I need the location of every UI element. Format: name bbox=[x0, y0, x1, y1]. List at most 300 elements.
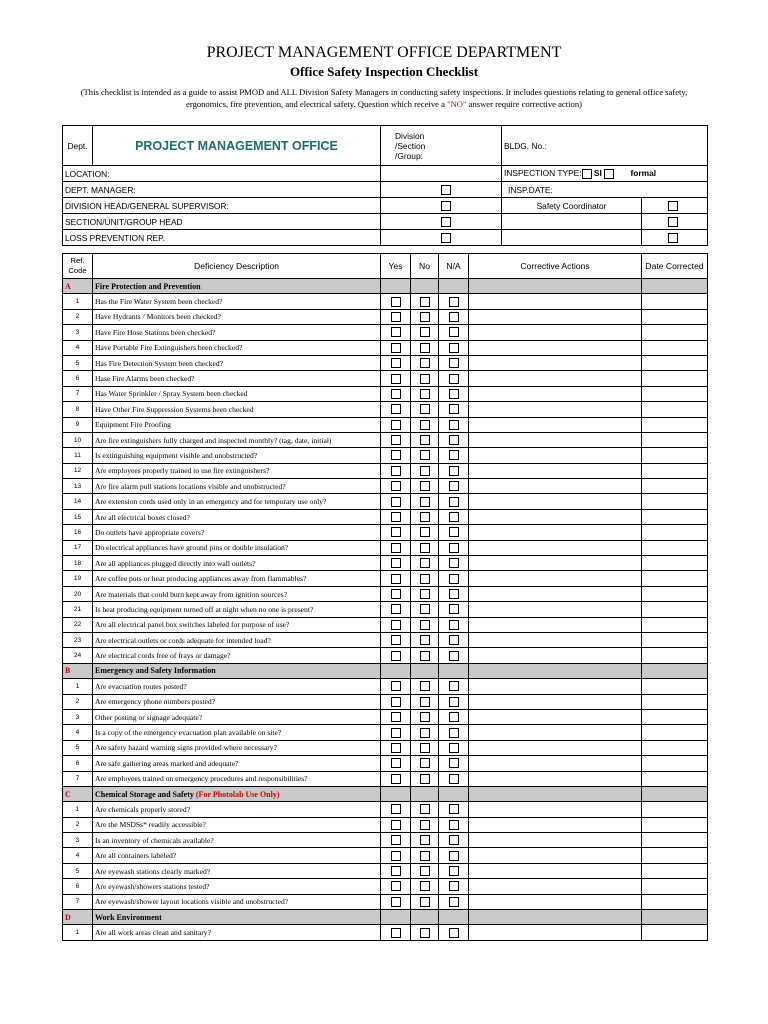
section-title: Chemical Storage and Safety bbox=[95, 789, 194, 799]
yes-checkbox[interactable] bbox=[391, 404, 401, 414]
col-ref-code: Ref. Code bbox=[63, 254, 93, 279]
deficiency-description: Is a copy of the emergency evacuation plan available on site? bbox=[93, 725, 381, 740]
ref-code: 8 bbox=[63, 402, 93, 417]
no-checkbox[interactable] bbox=[420, 697, 430, 707]
ref-code: 5 bbox=[63, 863, 93, 878]
ref-code: 18 bbox=[63, 556, 93, 571]
checklist-row bbox=[63, 571, 708, 586]
no-checkbox[interactable] bbox=[420, 589, 430, 599]
dept-manager-checkbox[interactable] bbox=[441, 185, 451, 195]
corrective-actions-cell[interactable] bbox=[469, 402, 642, 417]
date-corrected-cell[interactable] bbox=[642, 817, 708, 832]
ref-code: 19 bbox=[63, 571, 93, 586]
deficiency-description: Are employees trained on emergency procedures and responsibilities? bbox=[93, 771, 381, 786]
deficiency-description: Have Portable Fire Extinguishers been checked? bbox=[93, 340, 381, 355]
date-corrected-cell[interactable] bbox=[642, 309, 708, 324]
no-checkbox[interactable] bbox=[420, 512, 430, 522]
col-date-corrected: Date Corrected bbox=[642, 254, 708, 279]
location-field[interactable]: LOCATION: bbox=[63, 166, 381, 182]
deficiency-description: Are eyewash stations clearly marked? bbox=[93, 863, 381, 878]
date-corrected-cell[interactable] bbox=[642, 509, 708, 524]
date-corrected-cell[interactable] bbox=[642, 355, 708, 370]
ref-code: 20 bbox=[63, 586, 93, 601]
checklist-row bbox=[63, 340, 708, 355]
checklist-row bbox=[63, 355, 708, 370]
ref-code: 4 bbox=[63, 725, 93, 740]
corrective-actions-cell[interactable] bbox=[469, 294, 642, 309]
corrective-actions-cell[interactable] bbox=[469, 879, 642, 894]
division-head-field[interactable]: DIVISION HEAD/GENERAL SUPERVISOR: bbox=[63, 198, 381, 214]
yes-checkbox[interactable] bbox=[391, 543, 401, 553]
checklist-row bbox=[63, 479, 708, 494]
yes-checkbox[interactable] bbox=[391, 635, 401, 645]
date-corrected-cell[interactable] bbox=[642, 756, 708, 771]
na-checkbox[interactable] bbox=[449, 343, 459, 353]
corrective-actions-cell[interactable] bbox=[469, 848, 642, 863]
na-checkbox[interactable] bbox=[449, 527, 459, 537]
division-head-checkbox[interactable] bbox=[441, 201, 451, 211]
col-description: Deficiency Description bbox=[93, 254, 381, 279]
deficiency-description: Are electrical cords free of frays or damage? bbox=[93, 648, 381, 663]
na-checkbox[interactable] bbox=[449, 743, 459, 753]
date-corrected-cell[interactable] bbox=[642, 586, 708, 601]
section-head-right-checkbox[interactable] bbox=[668, 217, 678, 227]
yes-checkbox[interactable] bbox=[391, 712, 401, 722]
na-checkbox[interactable] bbox=[449, 497, 459, 507]
yes-checkbox[interactable] bbox=[391, 466, 401, 476]
yes-checkbox[interactable] bbox=[391, 389, 401, 399]
date-corrected-cell[interactable] bbox=[642, 386, 708, 401]
corrective-actions-cell[interactable] bbox=[469, 494, 642, 509]
yes-checkbox[interactable] bbox=[391, 651, 401, 661]
no-checkbox[interactable] bbox=[420, 712, 430, 722]
intro-note bbox=[60, 86, 708, 110]
date-corrected-cell[interactable] bbox=[642, 863, 708, 878]
ref-code: 7 bbox=[63, 386, 93, 401]
no-checkbox[interactable] bbox=[420, 651, 430, 661]
ref-code: 1 bbox=[63, 294, 93, 309]
yes-checkbox[interactable] bbox=[391, 358, 401, 368]
na-checkbox[interactable] bbox=[449, 897, 459, 907]
na-checkbox[interactable] bbox=[449, 774, 459, 784]
section-header-row bbox=[63, 786, 708, 801]
yes-checkbox[interactable] bbox=[391, 681, 401, 691]
corrective-actions-cell[interactable] bbox=[469, 632, 642, 647]
deficiency-description: Have Other Fire Suppression Systems been checked bbox=[93, 402, 381, 417]
checklist-row bbox=[63, 448, 708, 463]
na-checkbox[interactable] bbox=[449, 450, 459, 460]
deficiency-description: Is an inventory of chemicals available? bbox=[93, 833, 381, 848]
corrective-actions-cell[interactable] bbox=[469, 894, 642, 909]
corrective-actions-cell[interactable] bbox=[469, 694, 642, 709]
document-title: PROJECT MANAGEMENT OFFICE DEPARTMENT bbox=[206, 44, 562, 61]
bldg-no-field[interactable]: BLDG. No.: bbox=[502, 126, 708, 166]
yes-checkbox[interactable] bbox=[391, 866, 401, 876]
na-checkbox[interactable] bbox=[449, 851, 459, 861]
dept-manager-field[interactable]: DEPT. MANAGER: bbox=[63, 182, 381, 198]
corrective-actions-cell[interactable] bbox=[469, 925, 642, 940]
deficiency-description: Are all electrical boxes closed? bbox=[93, 509, 381, 524]
na-checkbox[interactable] bbox=[449, 728, 459, 738]
na-checkbox[interactable] bbox=[449, 620, 459, 630]
yes-checkbox[interactable] bbox=[391, 897, 401, 907]
na-checkbox[interactable] bbox=[449, 574, 459, 584]
date-corrected-cell[interactable] bbox=[642, 556, 708, 571]
no-checkbox[interactable] bbox=[420, 404, 430, 414]
yes-checkbox[interactable] bbox=[391, 512, 401, 522]
date-corrected-cell[interactable] bbox=[642, 802, 708, 817]
date-corrected-cell[interactable] bbox=[642, 833, 708, 848]
na-checkbox[interactable] bbox=[449, 589, 459, 599]
ref-code: 3 bbox=[63, 325, 93, 340]
na-checkbox[interactable] bbox=[449, 327, 459, 337]
na-checkbox[interactable] bbox=[449, 558, 459, 568]
date-corrected-cell[interactable] bbox=[642, 448, 708, 463]
no-checkbox[interactable] bbox=[420, 543, 430, 553]
na-checkbox[interactable] bbox=[449, 466, 459, 476]
checklist-row bbox=[63, 525, 708, 540]
no-checkbox[interactable] bbox=[420, 681, 430, 691]
corrective-actions-cell[interactable] bbox=[469, 586, 642, 601]
corrective-actions-cell[interactable] bbox=[469, 648, 642, 663]
no-checkbox[interactable] bbox=[420, 435, 430, 445]
na-checkbox[interactable] bbox=[449, 835, 459, 845]
date-corrected-cell[interactable] bbox=[642, 679, 708, 694]
inspection-type-si-checkbox[interactable] bbox=[582, 169, 592, 179]
date-corrected-cell[interactable] bbox=[642, 740, 708, 755]
corrective-actions-cell[interactable] bbox=[469, 509, 642, 524]
col-corrective-actions: Corrective Actions bbox=[469, 254, 642, 279]
corrective-actions-cell[interactable] bbox=[469, 371, 642, 386]
checklist-row bbox=[63, 386, 708, 401]
dept-value[interactable]: PROJECT MANAGEMENT OFFICE bbox=[93, 126, 381, 166]
date-corrected-cell[interactable] bbox=[642, 494, 708, 509]
no-checkbox[interactable] bbox=[420, 881, 430, 891]
date-corrected-cell[interactable] bbox=[642, 925, 708, 940]
checklist-row bbox=[63, 309, 708, 324]
no-checkbox[interactable] bbox=[420, 374, 430, 384]
date-corrected-cell[interactable] bbox=[642, 525, 708, 540]
date-corrected-cell[interactable] bbox=[642, 617, 708, 632]
no-checkbox[interactable] bbox=[420, 327, 430, 337]
na-checkbox[interactable] bbox=[449, 312, 459, 322]
na-checkbox[interactable] bbox=[449, 758, 459, 768]
ref-code: 2 bbox=[63, 817, 93, 832]
date-corrected-cell[interactable] bbox=[642, 725, 708, 740]
corrective-actions-cell[interactable] bbox=[469, 740, 642, 755]
yes-checkbox[interactable] bbox=[391, 804, 401, 814]
date-corrected-cell[interactable] bbox=[642, 417, 708, 432]
na-checkbox[interactable] bbox=[449, 804, 459, 814]
deficiency-description: Do electrical appliances have ground pins or double insulation? bbox=[93, 540, 381, 555]
corrective-actions-cell[interactable] bbox=[469, 556, 642, 571]
section-header-row bbox=[63, 663, 708, 678]
yes-checkbox[interactable] bbox=[391, 774, 401, 784]
corrective-actions-cell[interactable] bbox=[469, 802, 642, 817]
checklist-row bbox=[63, 371, 708, 386]
checklist-row bbox=[63, 740, 708, 755]
no-checkbox[interactable] bbox=[420, 774, 430, 784]
corrective-actions-cell[interactable] bbox=[469, 756, 642, 771]
ref-code: 15 bbox=[63, 509, 93, 524]
yes-checkbox[interactable] bbox=[391, 881, 401, 891]
no-checkbox[interactable] bbox=[420, 851, 430, 861]
corrective-actions-cell[interactable] bbox=[469, 479, 642, 494]
date-corrected-cell[interactable] bbox=[642, 340, 708, 355]
corrective-actions-cell[interactable] bbox=[469, 771, 642, 786]
yes-checkbox[interactable] bbox=[391, 928, 401, 938]
corrective-actions-cell[interactable] bbox=[469, 725, 642, 740]
section-head-field[interactable]: SECTION/UNIT/GROUP HEAD bbox=[63, 214, 381, 230]
section-letter: D bbox=[63, 910, 93, 925]
checklist-row bbox=[63, 694, 708, 709]
corrective-actions-cell[interactable] bbox=[469, 617, 642, 632]
date-corrected-cell[interactable] bbox=[642, 371, 708, 386]
yes-checkbox[interactable] bbox=[391, 558, 401, 568]
section-title: Work Environment bbox=[95, 912, 162, 922]
no-checkbox[interactable] bbox=[420, 743, 430, 753]
na-checkbox[interactable] bbox=[449, 604, 459, 614]
yes-checkbox[interactable] bbox=[391, 604, 401, 614]
yes-checkbox[interactable] bbox=[391, 728, 401, 738]
section-header-row bbox=[63, 279, 708, 294]
corrective-actions-cell[interactable] bbox=[469, 817, 642, 832]
corrective-actions-cell[interactable] bbox=[469, 325, 642, 340]
checklist-row bbox=[63, 925, 708, 940]
yes-checkbox[interactable] bbox=[391, 450, 401, 460]
deficiency-description: Other posting or signage adequate? bbox=[93, 709, 381, 724]
yes-checkbox[interactable] bbox=[391, 835, 401, 845]
yes-checkbox[interactable] bbox=[391, 481, 401, 491]
date-corrected-cell[interactable] bbox=[642, 709, 708, 724]
na-checkbox[interactable] bbox=[449, 866, 459, 876]
ref-code: 12 bbox=[63, 463, 93, 478]
yes-checkbox[interactable] bbox=[391, 620, 401, 630]
na-checkbox[interactable] bbox=[449, 712, 459, 722]
deficiency-description: Has Water Sprinkler / Spray System been checked bbox=[93, 386, 381, 401]
checklist-row bbox=[63, 833, 708, 848]
date-corrected-cell[interactable] bbox=[642, 571, 708, 586]
no-checkbox[interactable] bbox=[420, 866, 430, 876]
ref-code: 21 bbox=[63, 602, 93, 617]
date-corrected-cell[interactable] bbox=[642, 294, 708, 309]
corrective-actions-cell[interactable] bbox=[469, 309, 642, 324]
corrective-actions-cell[interactable] bbox=[469, 340, 642, 355]
no-checkbox[interactable] bbox=[420, 527, 430, 537]
na-checkbox[interactable] bbox=[449, 297, 459, 307]
no-checkbox[interactable] bbox=[420, 358, 430, 368]
deficiency-description: Are safety hazard warning signs provided where necessary? bbox=[93, 740, 381, 755]
na-checkbox[interactable] bbox=[449, 512, 459, 522]
na-checkbox[interactable] bbox=[449, 389, 459, 399]
no-checkbox[interactable] bbox=[420, 635, 430, 645]
ref-code: 22 bbox=[63, 617, 93, 632]
yes-checkbox[interactable] bbox=[391, 851, 401, 861]
insp-date-field[interactable]: INSP.DATE: bbox=[502, 182, 708, 198]
no-checkbox[interactable] bbox=[420, 420, 430, 430]
section-title: Fire Protection and Prevention bbox=[95, 281, 201, 291]
na-checkbox[interactable] bbox=[449, 681, 459, 691]
no-checkbox[interactable] bbox=[420, 497, 430, 507]
yes-checkbox[interactable] bbox=[391, 312, 401, 322]
date-corrected-cell[interactable] bbox=[642, 894, 708, 909]
section-head-extra[interactable] bbox=[502, 214, 642, 230]
yes-checkbox[interactable] bbox=[391, 327, 401, 337]
yes-checkbox[interactable] bbox=[391, 420, 401, 430]
no-checkbox[interactable] bbox=[420, 897, 430, 907]
date-corrected-cell[interactable] bbox=[642, 540, 708, 555]
inspection-type-formal-checkbox[interactable] bbox=[604, 169, 614, 179]
section-note: (For Photolab Use Only) bbox=[195, 789, 280, 799]
na-checkbox[interactable] bbox=[449, 481, 459, 491]
checklist-row bbox=[63, 556, 708, 571]
date-corrected-cell[interactable] bbox=[642, 771, 708, 786]
no-checkbox[interactable] bbox=[420, 728, 430, 738]
date-corrected-cell[interactable] bbox=[642, 879, 708, 894]
na-checkbox[interactable] bbox=[449, 358, 459, 368]
yes-checkbox[interactable] bbox=[391, 497, 401, 507]
yes-checkbox[interactable] bbox=[391, 743, 401, 753]
checklist-row bbox=[63, 402, 708, 417]
ref-code: 24 bbox=[63, 648, 93, 663]
no-checkbox[interactable] bbox=[420, 620, 430, 630]
ref-code: 6 bbox=[63, 879, 93, 894]
yes-checkbox[interactable] bbox=[391, 697, 401, 707]
no-checkbox[interactable] bbox=[420, 481, 430, 491]
date-corrected-cell[interactable] bbox=[642, 632, 708, 647]
no-checkbox[interactable] bbox=[420, 389, 430, 399]
checklist-row bbox=[63, 463, 708, 478]
date-corrected-cell[interactable] bbox=[642, 479, 708, 494]
loss-prevention-checkbox[interactable] bbox=[441, 233, 451, 243]
no-checkbox[interactable] bbox=[420, 820, 430, 830]
na-checkbox[interactable] bbox=[449, 635, 459, 645]
deficiency-description: Is heat producing equipment turned off at night when no one is present? bbox=[93, 602, 381, 617]
section-head-checkbox[interactable] bbox=[441, 217, 451, 227]
no-checkbox[interactable] bbox=[420, 343, 430, 353]
yes-checkbox[interactable] bbox=[391, 297, 401, 307]
corrective-actions-cell[interactable] bbox=[469, 417, 642, 432]
no-checkbox[interactable] bbox=[420, 804, 430, 814]
date-corrected-cell[interactable] bbox=[642, 694, 708, 709]
no-checkbox[interactable] bbox=[420, 558, 430, 568]
ref-code: 4 bbox=[63, 848, 93, 863]
inspection-type-field[interactable]: INSPECTION TYPE: SI formal bbox=[502, 166, 708, 182]
deficiency-description: Is extinguishing equipment visible and unobstructed? bbox=[93, 448, 381, 463]
ref-code: 7 bbox=[63, 894, 93, 909]
deficiency-description: Are chemicals properly stored? bbox=[93, 802, 381, 817]
checklist-row bbox=[63, 648, 708, 663]
corrective-actions-cell[interactable] bbox=[469, 833, 642, 848]
loss-prevention-extra[interactable] bbox=[502, 230, 642, 246]
corrective-actions-cell[interactable] bbox=[469, 863, 642, 878]
corrective-actions-cell[interactable] bbox=[469, 448, 642, 463]
deficiency-description: Have Fire Hose Stations been checked? bbox=[93, 325, 381, 340]
loss-prevention-right-checkbox[interactable] bbox=[668, 233, 678, 243]
no-checkbox[interactable] bbox=[420, 604, 430, 614]
na-checkbox[interactable] bbox=[449, 820, 459, 830]
date-corrected-cell[interactable] bbox=[642, 602, 708, 617]
na-checkbox[interactable] bbox=[449, 881, 459, 891]
location-value[interactable] bbox=[381, 166, 502, 182]
na-checkbox[interactable] bbox=[449, 697, 459, 707]
na-checkbox[interactable] bbox=[449, 374, 459, 384]
yes-checkbox[interactable] bbox=[391, 374, 401, 384]
checklist-row bbox=[63, 632, 708, 647]
checklist-row bbox=[63, 863, 708, 878]
yes-checkbox[interactable] bbox=[391, 758, 401, 768]
deficiency-description: Are materials that could burn kept away from ignition sources? bbox=[93, 586, 381, 601]
na-checkbox[interactable] bbox=[449, 420, 459, 430]
deficiency-description: Has the Fire Water System been checked? bbox=[93, 294, 381, 309]
safety-coordinator-checkbox[interactable] bbox=[668, 201, 678, 211]
loss-prevention-field[interactable]: LOSS PREVENTION REP. bbox=[63, 230, 381, 246]
no-checkbox[interactable] bbox=[420, 450, 430, 460]
ref-code: 2 bbox=[63, 309, 93, 324]
checklist-row bbox=[63, 725, 708, 740]
date-corrected-cell[interactable] bbox=[642, 432, 708, 447]
ref-code: 11 bbox=[63, 448, 93, 463]
no-checkbox[interactable] bbox=[420, 758, 430, 768]
no-checkbox[interactable] bbox=[420, 312, 430, 322]
na-checkbox[interactable] bbox=[449, 404, 459, 414]
corrective-actions-cell[interactable] bbox=[469, 540, 642, 555]
corrective-actions-cell[interactable] bbox=[469, 386, 642, 401]
no-checkbox[interactable] bbox=[420, 574, 430, 584]
yes-checkbox[interactable] bbox=[391, 435, 401, 445]
corrective-actions-cell[interactable] bbox=[469, 679, 642, 694]
deficiency-description: Are fire alarm pull stations locations visible and unobstructed? bbox=[93, 479, 381, 494]
na-checkbox[interactable] bbox=[449, 928, 459, 938]
ref-code: 1 bbox=[63, 679, 93, 694]
corrective-actions-cell[interactable] bbox=[469, 525, 642, 540]
intro-text-2: answer require corrective action) bbox=[466, 99, 582, 109]
checklist-row bbox=[63, 586, 708, 601]
corrective-actions-cell[interactable] bbox=[469, 463, 642, 478]
checklist-row bbox=[63, 756, 708, 771]
date-corrected-cell[interactable] bbox=[642, 402, 708, 417]
na-checkbox[interactable] bbox=[449, 651, 459, 661]
corrective-actions-cell[interactable] bbox=[469, 602, 642, 617]
checklist-row bbox=[63, 817, 708, 832]
date-corrected-cell[interactable] bbox=[642, 648, 708, 663]
no-checkbox[interactable] bbox=[420, 297, 430, 307]
no-checkbox[interactable] bbox=[420, 928, 430, 938]
date-corrected-cell[interactable] bbox=[642, 848, 708, 863]
na-checkbox[interactable] bbox=[449, 543, 459, 553]
date-corrected-cell[interactable] bbox=[642, 325, 708, 340]
no-checkbox[interactable] bbox=[420, 835, 430, 845]
corrective-actions-cell[interactable] bbox=[469, 355, 642, 370]
yes-checkbox[interactable] bbox=[391, 527, 401, 537]
checklist-row bbox=[63, 494, 708, 509]
no-checkbox[interactable] bbox=[420, 466, 430, 476]
ref-code: 1 bbox=[63, 925, 93, 940]
checklist-row bbox=[63, 509, 708, 524]
section-letter: B bbox=[63, 663, 93, 678]
date-corrected-cell[interactable] bbox=[642, 463, 708, 478]
yes-checkbox[interactable] bbox=[391, 820, 401, 830]
checklist-row bbox=[63, 771, 708, 786]
ref-code: 4 bbox=[63, 340, 93, 355]
yes-checkbox[interactable] bbox=[391, 343, 401, 353]
yes-checkbox[interactable] bbox=[391, 589, 401, 599]
corrective-actions-cell[interactable] bbox=[469, 709, 642, 724]
na-checkbox[interactable] bbox=[449, 435, 459, 445]
corrective-actions-cell[interactable] bbox=[469, 432, 642, 447]
yes-checkbox[interactable] bbox=[391, 574, 401, 584]
corrective-actions-cell[interactable] bbox=[469, 571, 642, 586]
